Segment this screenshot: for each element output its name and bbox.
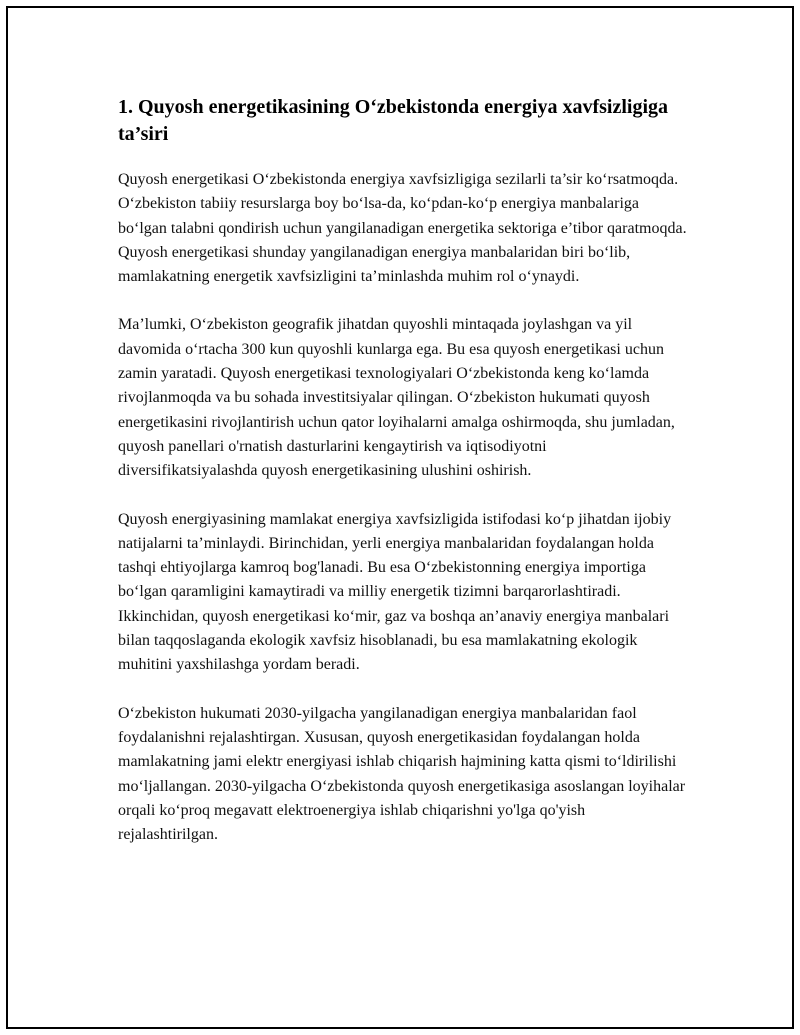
paragraph-3: Quyosh energiyasining mamlakat energiya xavfsizligida istifodasi ko‘p jihatdan ijobiy natijalarni ta’minlaydi. Birinchidan, yerli energiya manbalaridan foydalangan holda tashqi ehtiyojlarga kamroq bog'lanadi. Bu esa O‘zbekistonning energiya importiga bo‘lgan qaramligini kamaytiradi va milliy energetik tizimni barqarorlashtiradi. Ikkinchidan, quyosh energetikasi ko‘mir, gaz va boshqa an’anaviy energiya manbalari bilan taqqoslaganda ekologik xavfsiz hisoblanadi, bu esa mamlakatning ekologik muhitini yaxshilashga yordam beradi. xyxy=(118,510,672,674)
paragraph-1: Quyosh energetikasi O‘zbekistonda energiya xavfsizligiga sezilarli ta’sir ko‘rsatmoqda. O‘zbekiston tabiiy resurslarga boy bo‘lsa-da, ko‘pdan-ko‘p energiya manbalariga bo‘lgan talabni qondirish uchun yangilanadigan energetika sektoriga e’tibor qaratmoqda. Quyosh energetikasi shunday yangilanadigan energiya manbalaridan biri bo‘lib, mamlakatning energetik xavfsizligini ta’minlashda muhim rol o‘ynaydi. xyxy=(118,171,687,286)
document-body xyxy=(118,94,688,871)
section-heading: 1. Quyosh energetikasining O‘zbekistonda energiya xavfsizligiga ta’siri xyxy=(118,96,669,145)
paragraph-4: O‘zbekiston hukumati 2030-yilgacha yangilanadigan energiya manbalaridan faol foydalanishni rejalashtirgan. Xususan, quyosh energetikasidan foydalangan holda mamlakatning jami elektr energiyasi ishlab chiqarish hajmining katta qismi to‘ldirilishi mo‘ljallangan. 2030-yilgacha O‘zbekistonda quyosh energetikasiga asoslangan loyihalar orqali ko‘proq megavatt elektroenergiya ishlab chiqarishni yo'lga qo'yish rejalashtirilgan. xyxy=(118,704,686,844)
paragraph-2: Ma’lumki, O‘zbekiston geografik jihatdan quyoshli mintaqada joylashgan va yil davomida o‘rtacha 300 kun quyoshli kunlarga ega. Bu esa quyosh energetikasi uchun zamin yaratadi. Quyosh energetikasi texnologiyalari O‘zbekistonda keng ko‘lamda rivojlanmoqda va bu sohada investitsiyalar qilingan. O‘zbekiston hukumati quyosh energetikasini rivojlantirish uchun qator loyihalarni amalga oshirmoqda, shu jumladan, quyosh panellari o'rnatish dasturlarini kengaytirish va iqtisodiyotni diversifikatsiyalashda quyosh energetikasining ulushini oshirish. xyxy=(118,316,675,480)
